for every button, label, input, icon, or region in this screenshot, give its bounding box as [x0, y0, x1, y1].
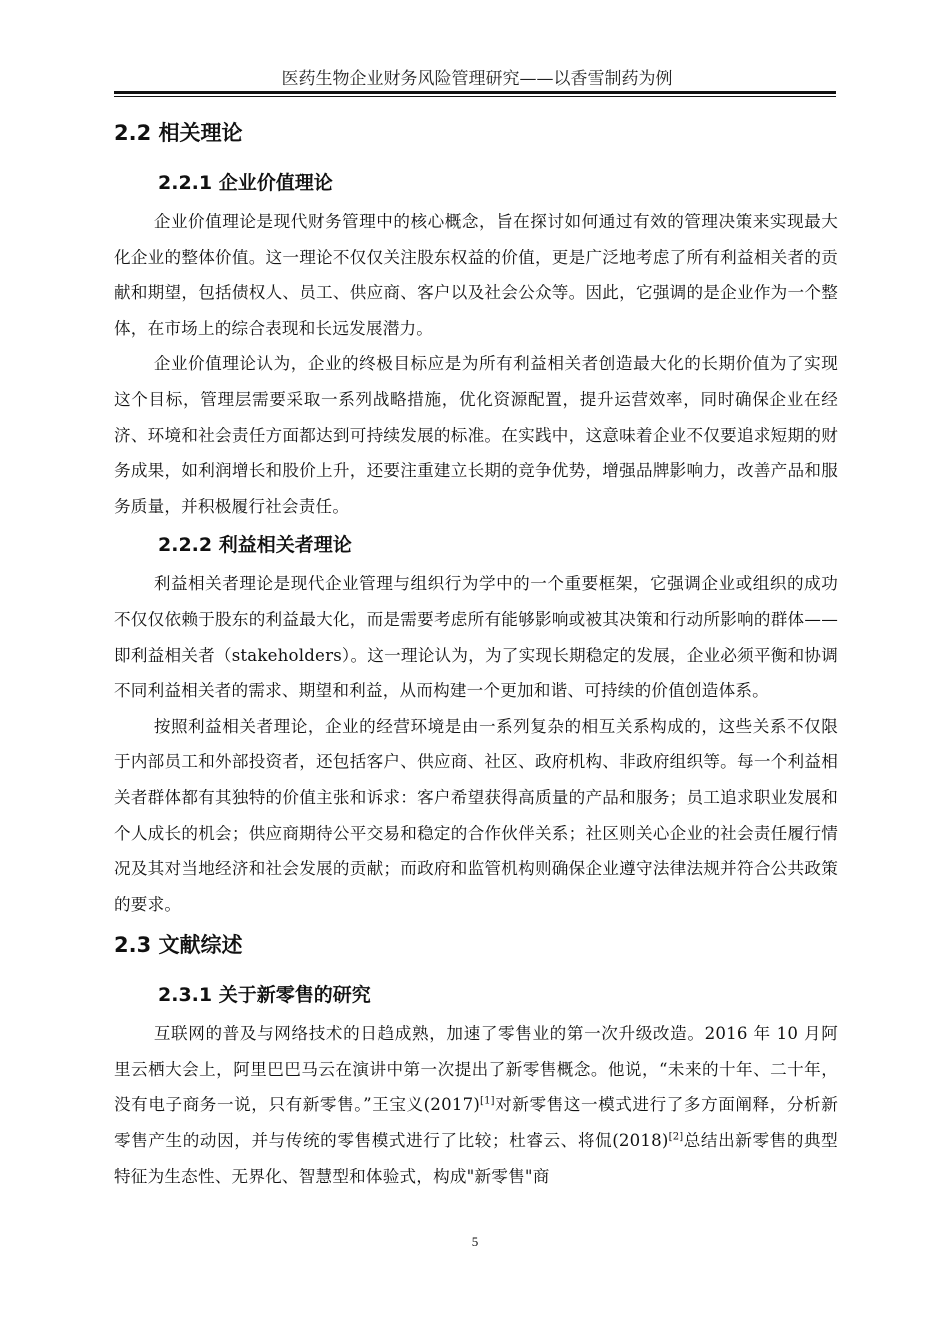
- page-number: 5: [471, 1234, 479, 1249]
- page-body: [114, 110, 838, 1194]
- text-run: 对新零售这一模式进行了多方面阐释，分析新零售产生的动因，并与传统的零售模式进行了比较；杜睿云、将侃(2018): [114, 1095, 838, 1151]
- paragraph: [114, 1016, 838, 1194]
- section-heading-2-3: 2.3 文献综述: [114, 933, 243, 958]
- header-rule-thin: [114, 96, 836, 97]
- paragraph: 利益相关者理论是现代企业管理与组织行为学中的一个重要框架，它强调企业或组织的成功不仅仅依赖于股东的利益最大化，而是需要考虑所有能够影响或被其决策和行动所影响的群体——即利益相关者（stakeholders）。这一理论认为，为了实现长期稳定的发展，企业必须平衡和协调不同利益相关者的需求、期望和利益，从而构建一个更加和谐、可持续的价值创造体系。: [114, 574, 838, 701]
- paragraph: 企业价值理论是现代财务管理中的核心概念，旨在探讨如何通过有效的管理决策来实现最大化企业的整体价值。这一理论不仅仅关注股东权益的价值，更是广泛地考虑了所有利益相关者的贡献和期望，包括债权人、员工、供应商、客户以及社会公众等。因此，它强调的是企业作为一个整体，在市场上的综合表现和长远发展潜力。: [114, 212, 838, 338]
- subsection-heading-2-2-1: 2.2.1 企业价值理论: [158, 172, 333, 194]
- citation-ref: [1]: [480, 1095, 495, 1107]
- header-rule-thick: [114, 91, 836, 94]
- subsection-heading-2-3-1: 2.3.1 关于新零售的研究: [158, 984, 371, 1007]
- paragraph: 企业价值理论认为，企业的终极目标应是为所有利益相关者创造最大化的长期价值为了实现这个目标，管理层需要采取一系列战略措施，优化资源配置，提升运营效率，同时确保企业在经济、环境和社会责任方面都达到可持续发展的标准。在实践中，这意味着企业不仅要追求短期的财务成果，如利润增长和股价上升，还要注重建立长期的竞争优势，增强品牌影响力，改善产品和服务质量，并积极履行社会责任。: [114, 354, 838, 516]
- section-heading-2-2: 2.2 相关理论: [114, 121, 243, 145]
- citation-ref: [2]: [668, 1131, 684, 1143]
- paragraph: 按照利益相关者理论，企业的经营环境是由一系列复杂的相互关系构成的，这些关系不仅限于内部员工和外部投资者，还包括客户、供应商、社区、政府机构、非政府组织等。每一个利益相关者群体都有其独特的价值主张和诉求：客户希望获得高质量的产品和服务；员工追求职业发展和个人成长的机会；供应商期待公平交易和稳定的合作伙伴关系；社区则关心企业的社会责任履行情况及其对当地经济和社会发展的贡献；而政府和监管机构则确保企业遵守法律法规并符合公共政策的要求。: [114, 716, 838, 914]
- text-run: 互联网的普及与网络技术的日趋成熟，加速了零售业的第一次升级改造。2016 年 10 月阿里云栖大会上，阿里巴巴马云在演讲中第一次提出了新零售概念。他说，“未来的十年、二十年，没有电子商务一说，只有新零售。”王宝义(2017): [114, 1024, 838, 1115]
- running-header: 医药生物企业财务风险管理研究——以香雪制药为例: [281, 69, 673, 89]
- subsection-heading-2-2-2: 2.2.2 利益相关者理论: [158, 534, 352, 557]
- text-run: 总结出新零售的典型特征为生态性、无界化、智慧型和体验式，构成"新零售"商: [114, 1131, 838, 1186]
